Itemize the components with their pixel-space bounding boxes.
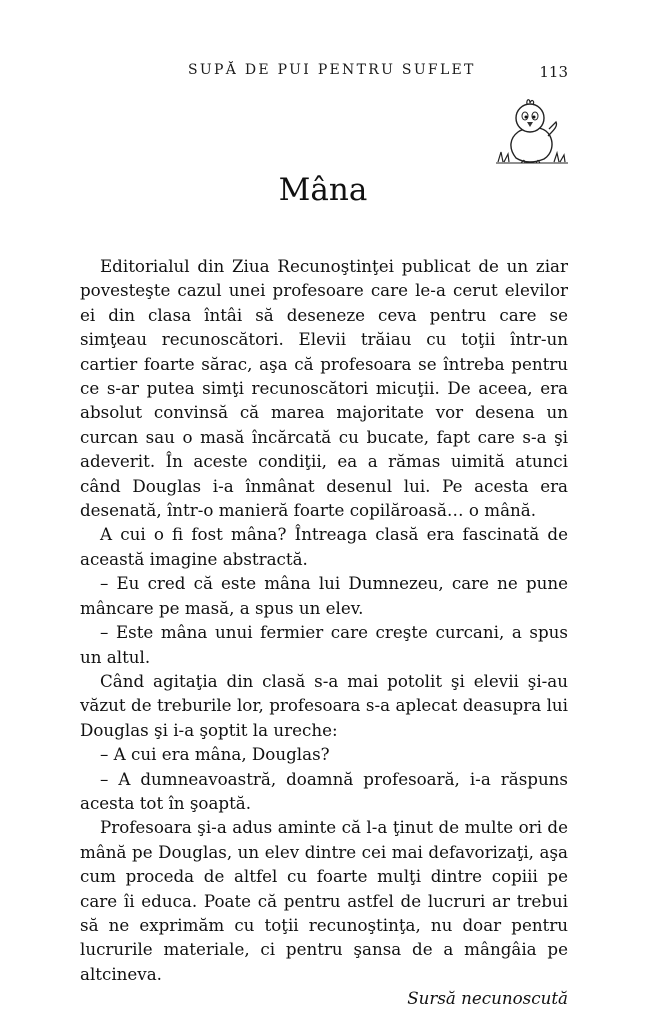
page-number: 113 (539, 63, 568, 81)
paragraph: Profesoara şi-a adus aminte că l-a ţinut de multe ori de mână pe Douglas, un elev dintre cei mai defavorizaţi, aşa cum proceda de altfel cu foarte mulţi dintre copiii pe care îi educa. Poate că pentru astfel de lucruri ar trebui să ne exprimăm cu toţii recunoştinţa, nu doar pentru lucrurile materiale, ci pentru şansa de a mângâia pe altcineva. (80, 817, 568, 984)
chick-icon (494, 96, 570, 168)
paragraph: – A cui era mâna, Douglas? (100, 744, 330, 765)
paragraph: – Este mâna unui fermier care creşte curcani, a spus un altul. (80, 622, 568, 667)
paragraph: – A dumneavoastră, doamnă profesoară, i-a răspuns acesta tot în şoaptă. (80, 768, 568, 813)
source-attribution: Sursă necunoscută (407, 988, 568, 1009)
paragraph: Când agitaţia din clasă s-a mai potolit şi elevii şi-au văzut de treburile lor, profesoara s-a aplecat deasupra lui Douglas şi i-a şoptit la ureche: (80, 670, 568, 740)
page-header (80, 62, 568, 86)
article-title: Mâna (278, 172, 368, 208)
paragraph: – Eu cred că este mâna lui Dumnezeu, care ne pune mâncare pe masă, a spus un elev. (80, 573, 568, 618)
paragraph: A cui o fi fost mâna? Întreaga clasă era fascinată de această imagine abstractă. (80, 524, 568, 569)
article-body (80, 254, 568, 1011)
running-title: SUPĂ DE PUI PENTRU SUFLET (188, 62, 476, 78)
paragraph: Editorialul din Ziua Recunoştinţei publicat de un ziar povesteşte cazul unei profesoare care le-a cerut elevilor ei din clasa întâi să deseneze ceva pentru care se simţeau recunoscători. Elevii trăiau cu toţii într-un cartier foarte sărac, aşa că profesoara se întreba pentru ce s-ar putea simţi recunoscători micuţii. De aceea, era absolut convinsă că marea majoritate vor desena un curcan sau o masă încărcată cu bucate, fapt care s-a şi adeverit. În aceste condiţii, ea a rămas uimită atunci când Douglas i-a înmânat desenul lui. Pe acesta era desenată, într-o manieră foarte copilăroasă… o mână. (80, 256, 568, 521)
